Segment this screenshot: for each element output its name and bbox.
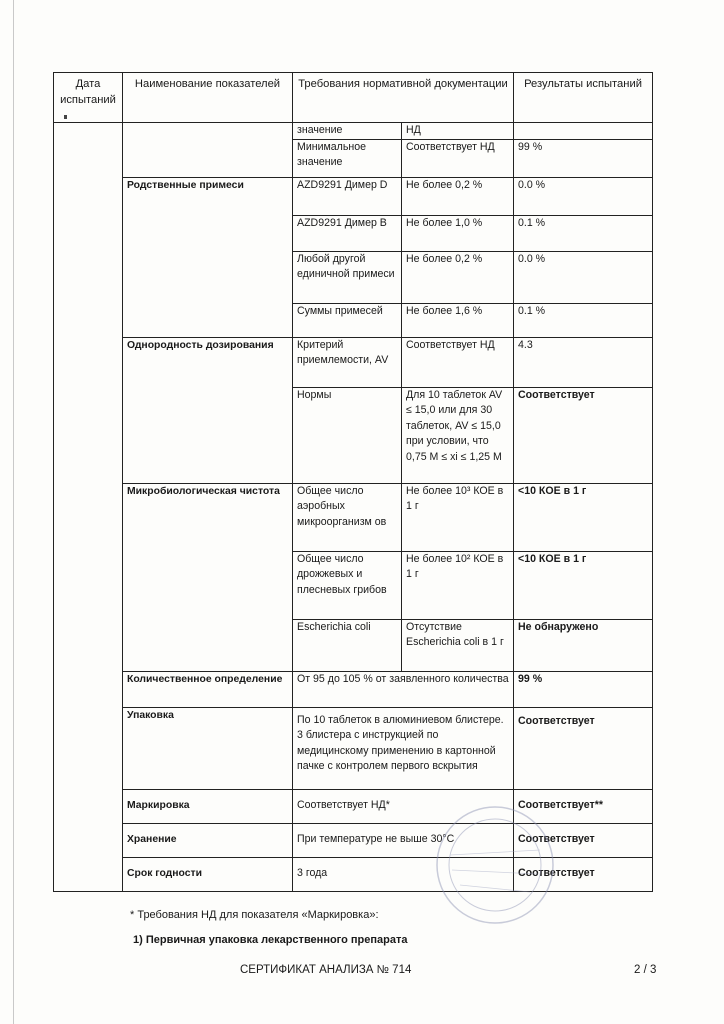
table-row (54, 789, 653, 823)
requirement-cell: Не более 0,2 % (402, 251, 514, 303)
result-cell: Соответствует (514, 823, 653, 857)
table-row (54, 483, 653, 551)
result-cell: 99 % (514, 671, 653, 707)
result-cell: 99 % (514, 139, 653, 177)
result-cell: <10 КОЕ в 1 г (514, 483, 653, 551)
indicator-cell: Хранение (123, 823, 293, 857)
requirement-cell: По 10 таблеток в алюминиевом блистере. 3 блистера с инструкцией по медицинскому применению в картонной пачке с контролем первого вскрытия (293, 707, 514, 789)
requirement-cell: Соответствует НД (402, 337, 514, 387)
result-cell: 0.1 % (514, 215, 653, 251)
page-edge-line (13, 0, 14, 1024)
table-row (54, 707, 653, 789)
result-cell: Не обнаружено (514, 619, 653, 671)
requirement-cell: Соответствует НД* (293, 789, 514, 823)
footnote: * Требования НД для показателя «Маркировка»: (130, 909, 379, 921)
indicator-cell: Количественное определение (123, 671, 293, 707)
sub-indicator-cell: Критерий приемлемости, AV (293, 337, 402, 387)
requirement-cell: Не более 10³ КОЕ в 1 г (402, 483, 514, 551)
table-row (54, 823, 653, 857)
result-cell: Соответствует (514, 707, 653, 789)
requirement-cell: Не более 10² КОЕ в 1 г (402, 551, 514, 619)
requirement-cell: НД (402, 123, 514, 140)
table-row (54, 671, 653, 707)
result-cell: 4.3 (514, 337, 653, 387)
requirement-cell: Не более 1,6 % (402, 303, 514, 337)
result-cell: <10 КОЕ в 1 г (514, 551, 653, 619)
indicator-cell: Маркировка (123, 789, 293, 823)
header-indicator: Наименование показателей (123, 73, 293, 123)
footnote-item-number: 1) (133, 934, 143, 946)
footnote-item (133, 934, 407, 946)
result-cell: Соответствует** (514, 789, 653, 823)
sub-indicator-cell: Escherichia coli (293, 619, 402, 671)
result-cell: 0.0 % (514, 251, 653, 303)
document-footer-title: СЕРТИФИКАТ АНАЛИЗА № 714 (240, 964, 412, 976)
result-cell (514, 123, 653, 140)
indicator-cell: Родственные примеси (123, 177, 293, 337)
sub-indicator-cell: Любой другой единичной примеси (293, 251, 402, 303)
sub-indicator-cell: AZD9291 Димер B (293, 215, 402, 251)
header-results: Результаты испытаний (514, 73, 653, 123)
result-cell: Соответствует (514, 387, 653, 483)
certificate-table (53, 72, 653, 892)
requirement-cell: Соответствует НД (402, 139, 514, 177)
indicator-cell (123, 123, 293, 178)
page-number: 2 / 3 (634, 964, 657, 976)
result-cell: Соответствует (514, 857, 653, 891)
sub-indicator-cell: Общее число аэробных микроорганизм ов (293, 483, 402, 551)
date-cell (54, 123, 123, 892)
sub-indicator-cell: Минимальное значение (293, 139, 402, 177)
table-header-row (54, 73, 653, 123)
sub-indicator-cell: AZD9291 Димер D (293, 177, 402, 215)
table-row (54, 177, 653, 215)
indicator-cell: Срок годности (123, 857, 293, 891)
result-cell: 0.0 % (514, 177, 653, 215)
indicator-cell: Упаковка (123, 707, 293, 789)
requirement-cell: При температуре не выше 30°С (293, 823, 514, 857)
requirement-cell: От 95 до 105 % от заявленного количества (293, 671, 514, 707)
footnote-item-text: Первичная упаковка лекарственного препарата (145, 934, 408, 946)
sub-indicator-cell: Суммы примесей (293, 303, 402, 337)
header-requirements: Требования нормативной документации (293, 73, 514, 123)
requirement-cell: Не более 1,0 % (402, 215, 514, 251)
sub-indicator-cell: Общее число дрожжевых и плесневых грибов (293, 551, 402, 619)
requirement-cell: 3 года (293, 857, 514, 891)
requirement-cell: Для 10 таблеток AV ≤ 15,0 или для 30 таблеток, AV ≤ 15,0 при условии, что 0,75 M ≤ xi ≤ 1,25 M (402, 387, 514, 483)
sub-indicator-cell: значение (293, 123, 402, 140)
indicator-cell: Однородность дозирования (123, 337, 293, 483)
table-row (54, 123, 653, 140)
sub-indicator-cell: Нормы (293, 387, 402, 483)
indicator-cell: Микробиологическая чистота (123, 483, 293, 671)
header-date: Дата испытаний (54, 73, 123, 123)
table-row (54, 337, 653, 387)
requirement-cell: Отсутствие Escherichia coli в 1 г (402, 619, 514, 671)
result-cell: 0.1 % (514, 303, 653, 337)
requirement-cell: Не более 0,2 % (402, 177, 514, 215)
table-row (54, 857, 653, 891)
